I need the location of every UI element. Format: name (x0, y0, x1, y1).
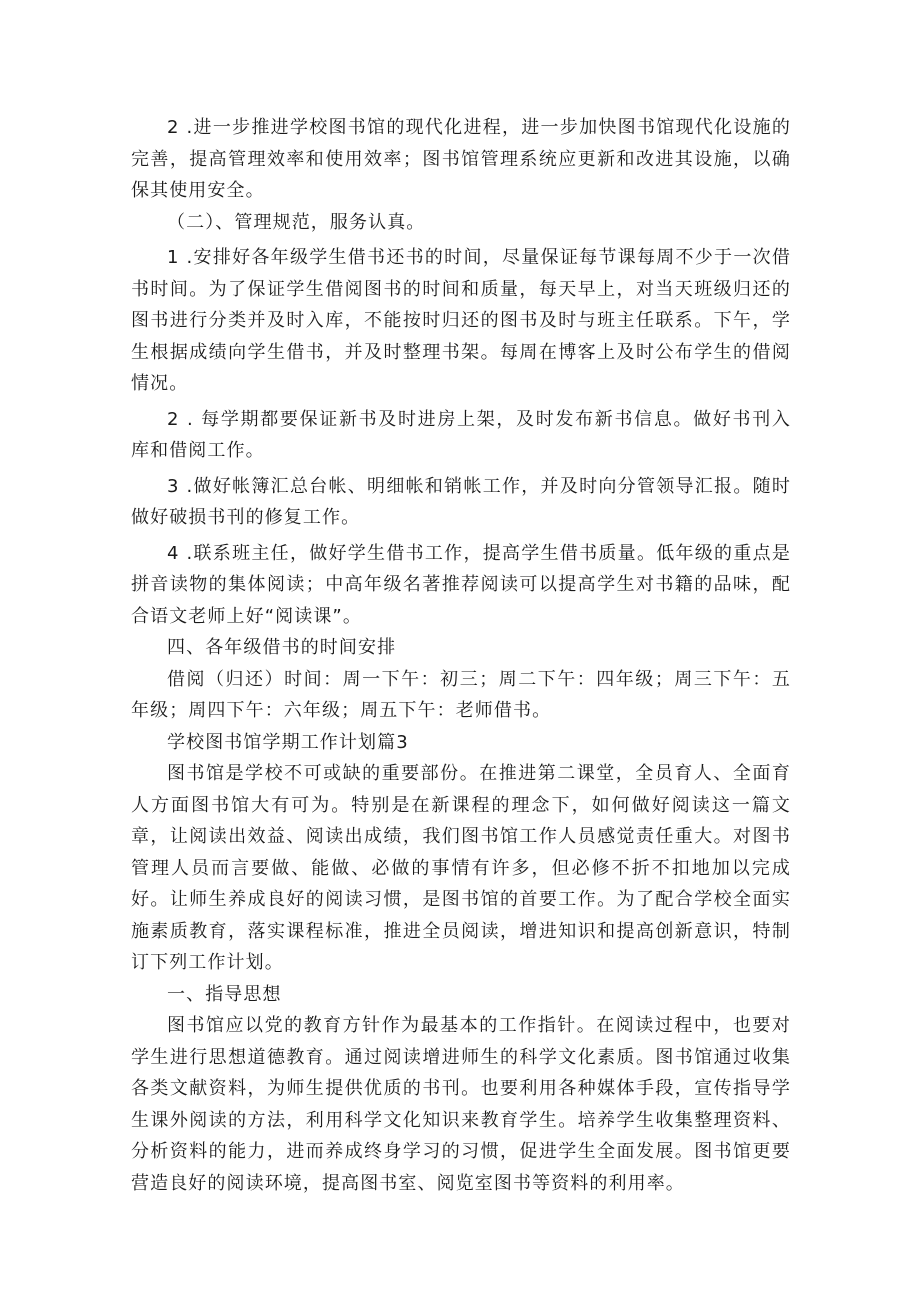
paragraph-item-1-borrow-time: 1 .安排好各年级学生借书还书的时间，尽量保证每节课每周不少于一次借书时间。为了保证学生借阅图书的时间和质量，每天早上，对当天班级归还的图书进行分类并及时入库，不能按时归还的图书及时与班主任联系。下午，学生根据成绩向学生借书，并及时整理书架。每周在博客上及时公布学生的借阅情况。 (131, 247, 791, 394)
paragraph-intro: 图书馆是学校不可或缺的重要部份。在推进第二课堂，全员育人、全面育人方面图书馆大有可为。特别是在新课程的理念下，如何做好阅读这一篇文章，让阅读出效益、阅读出成绩，我们图书馆工作人员感觉责任重大。对图书管理人员而言要做、能做、必做的事情有许多，但必修不折不扣地加以完成好。让师生养成良好的阅读习惯，是图书馆的首要工作。为了配合学校全面实施素质教育，落实课程标准，推进全员阅读，增进知识和提高创新意识，特制订下列工作计划。 (131, 763, 791, 973)
paragraph-item-3-accounts: 3 .做好帐簿汇总台帐、明细帐和销帐工作，并及时向分管领导汇报。随时做好破损书刊的修复工作。 (131, 475, 791, 528)
article-title: 学校图书馆学期工作计划篇3 (167, 731, 409, 753)
paragraph-item-2-new-books: 2 . 每学期都要保证新书及时进房上架，及时发布新书信息。做好书刊入库和借阅工作。 (131, 408, 791, 461)
paragraph-schedule: 借阅（归还）时间：周一下午：初三；周二下午：四年级；周三下午：五年级；周四下午：六年级；周五下午：老师借书。 (131, 668, 791, 721)
section-heading-guiding-thought: 一、指导思想 (167, 983, 282, 1005)
paragraph-item-4-class-teacher: 4 .联系班主任，做好学生借书工作，提高学生借书质量。低年级的重点是拼音读物的集体阅读；中高年级名著推荐阅读可以提高学生对书籍的品味，配合语文老师上好“阅读课”。 (131, 542, 791, 627)
paragraph-guiding-thought: 图书馆应以党的教育方针作为最基本的工作指针。在阅读过程中，也要对学生进行思想道德教育。通过阅读增进师生的科学文化素质。图书馆通过收集各类文献资料，为师生提供优质的书刊。也要利用各种媒体手段，宣传指导学生课外阅读的方法，利用科学文化知识来教育学生。培养学生收集整理资料、分析资料的能力，进而养成终身学习的习惯，促进学生全面发展。图书馆更要营造良好的阅读环境，提高图书室、阅览室图书等资料的利用率。 (131, 1015, 791, 1194)
paragraph-item-2-modernization: 2 .进一步推进学校图书馆的现代化进程，进一步加快图书馆现代化设施的完善，提高管理效率和使用效率；图书馆管理系统应更新和改进其设施，以确保其使用安全。 (131, 117, 791, 201)
section-heading-management: （二）、管理规范，服务认真。 (167, 211, 426, 233)
document-page (131, 112, 791, 1199)
section-heading-schedule: 四、各年级借书的时间安排 (167, 637, 397, 658)
